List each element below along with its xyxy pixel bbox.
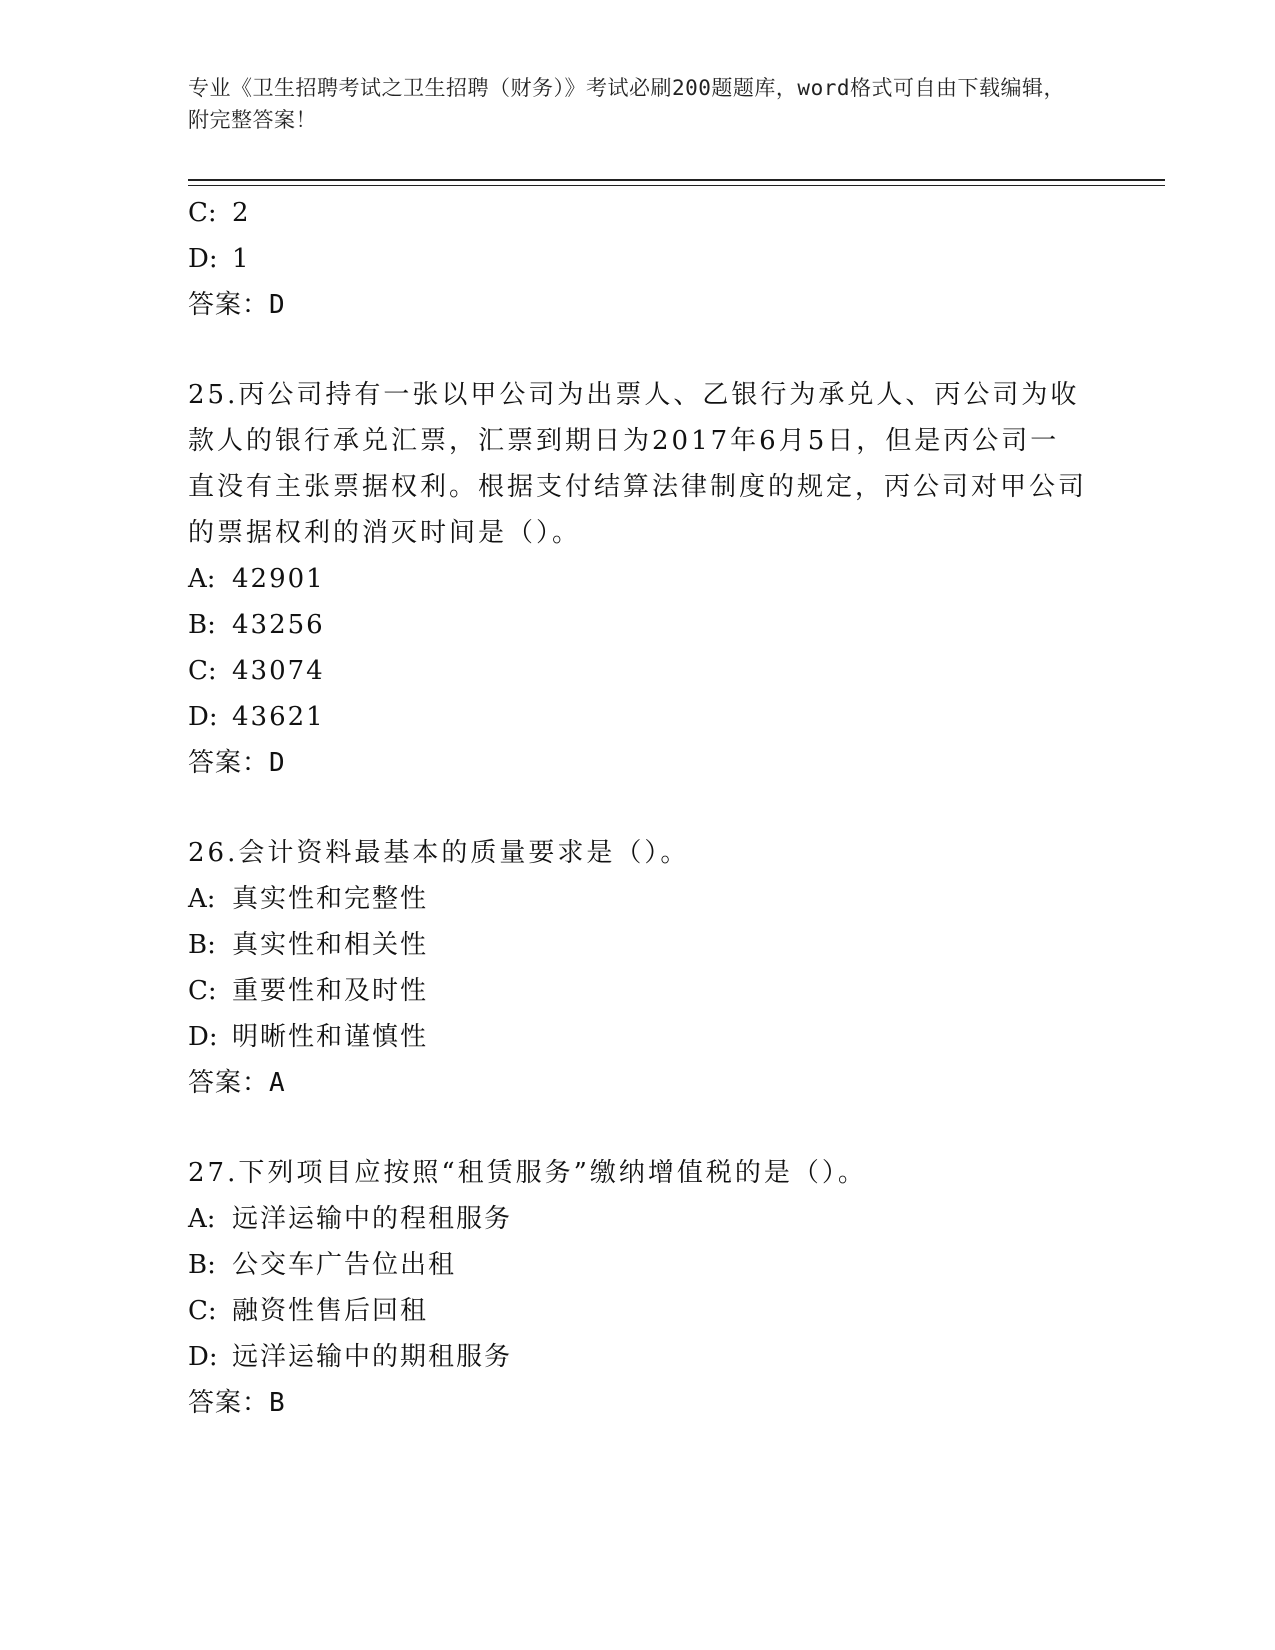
option-text: 43256 (232, 610, 325, 640)
option-text: 重要性和及时性 (232, 976, 429, 1006)
option-d (188, 694, 1088, 740)
answer-line: 答案：D (188, 748, 286, 778)
option-c (188, 648, 1088, 694)
option-text: 真实性和相关性 (232, 930, 429, 960)
option-text: 42901 (232, 564, 325, 594)
option-label: D: (188, 702, 218, 732)
option-label: D: (188, 244, 218, 274)
option-d (188, 1334, 1088, 1380)
option-d (188, 236, 1088, 282)
option-a (188, 876, 1088, 922)
question-block (188, 1150, 1088, 1426)
option-text: 真实性和完整性 (232, 884, 429, 914)
option-text: 1 (232, 244, 251, 274)
option-label: A: (188, 1204, 216, 1234)
option-c (188, 190, 1088, 236)
option-text: 明晰性和谨慎性 (232, 1022, 429, 1052)
question-block (188, 372, 1088, 786)
option-label: C: (188, 656, 217, 686)
question-list (188, 190, 1088, 1426)
option-text: 43621 (232, 702, 325, 732)
previous-question-tail (188, 190, 1088, 328)
header-divider (188, 179, 1165, 181)
option-label: C: (188, 976, 217, 1006)
header-divider-thin (188, 185, 1165, 186)
option-b (188, 602, 1088, 648)
option-label: B: (188, 1250, 216, 1280)
option-text: 2 (232, 198, 251, 228)
option-text: 远洋运输中的期租服务 (232, 1342, 513, 1372)
option-label: D: (188, 1342, 218, 1372)
answer-line: 答案：D (188, 290, 286, 320)
option-text: 融资性售后回租 (232, 1296, 429, 1326)
question-block (188, 830, 1088, 1106)
option-d (188, 1014, 1088, 1060)
option-c (188, 968, 1088, 1014)
option-label: B: (188, 610, 216, 640)
option-label: D: (188, 1022, 218, 1052)
question-text: 25.丙公司持有一张以甲公司为出票人、乙银行为承兑人、丙公司为收款人的银行承兑汇票，汇票到期日为2017年6月5日，但是丙公司一直没有主张票据权利。根据支付结算法律制度的规定，丙公司对甲公司的票据权利的消灭时间是（）。 (188, 380, 1088, 548)
option-c (188, 1288, 1088, 1334)
option-label: B: (188, 930, 216, 960)
question-text: 26.会计资料最基本的质量要求是（）。 (188, 838, 690, 868)
answer-line: 答案：B (188, 1388, 286, 1418)
option-a (188, 556, 1088, 602)
option-a (188, 1196, 1088, 1242)
option-label: C: (188, 1296, 217, 1326)
option-text: 43074 (232, 656, 325, 686)
option-text: 公交车广告位出租 (232, 1250, 457, 1280)
answer-line: 答案：A (188, 1068, 286, 1098)
question-text: 27.下列项目应按照“租赁服务”缴纳增值税的是（）。 (188, 1158, 867, 1188)
option-label: C: (188, 198, 217, 228)
document-header: 专业《卫生招聘考试之卫生招聘（财务）》考试必刷200题题库，word格式可自由下载编辑，附完整答案！ (188, 76, 1065, 132)
option-label: A: (188, 884, 216, 914)
option-b (188, 1242, 1088, 1288)
option-b (188, 922, 1088, 968)
option-text: 远洋运输中的程租服务 (232, 1204, 513, 1234)
option-label: A: (188, 564, 216, 594)
